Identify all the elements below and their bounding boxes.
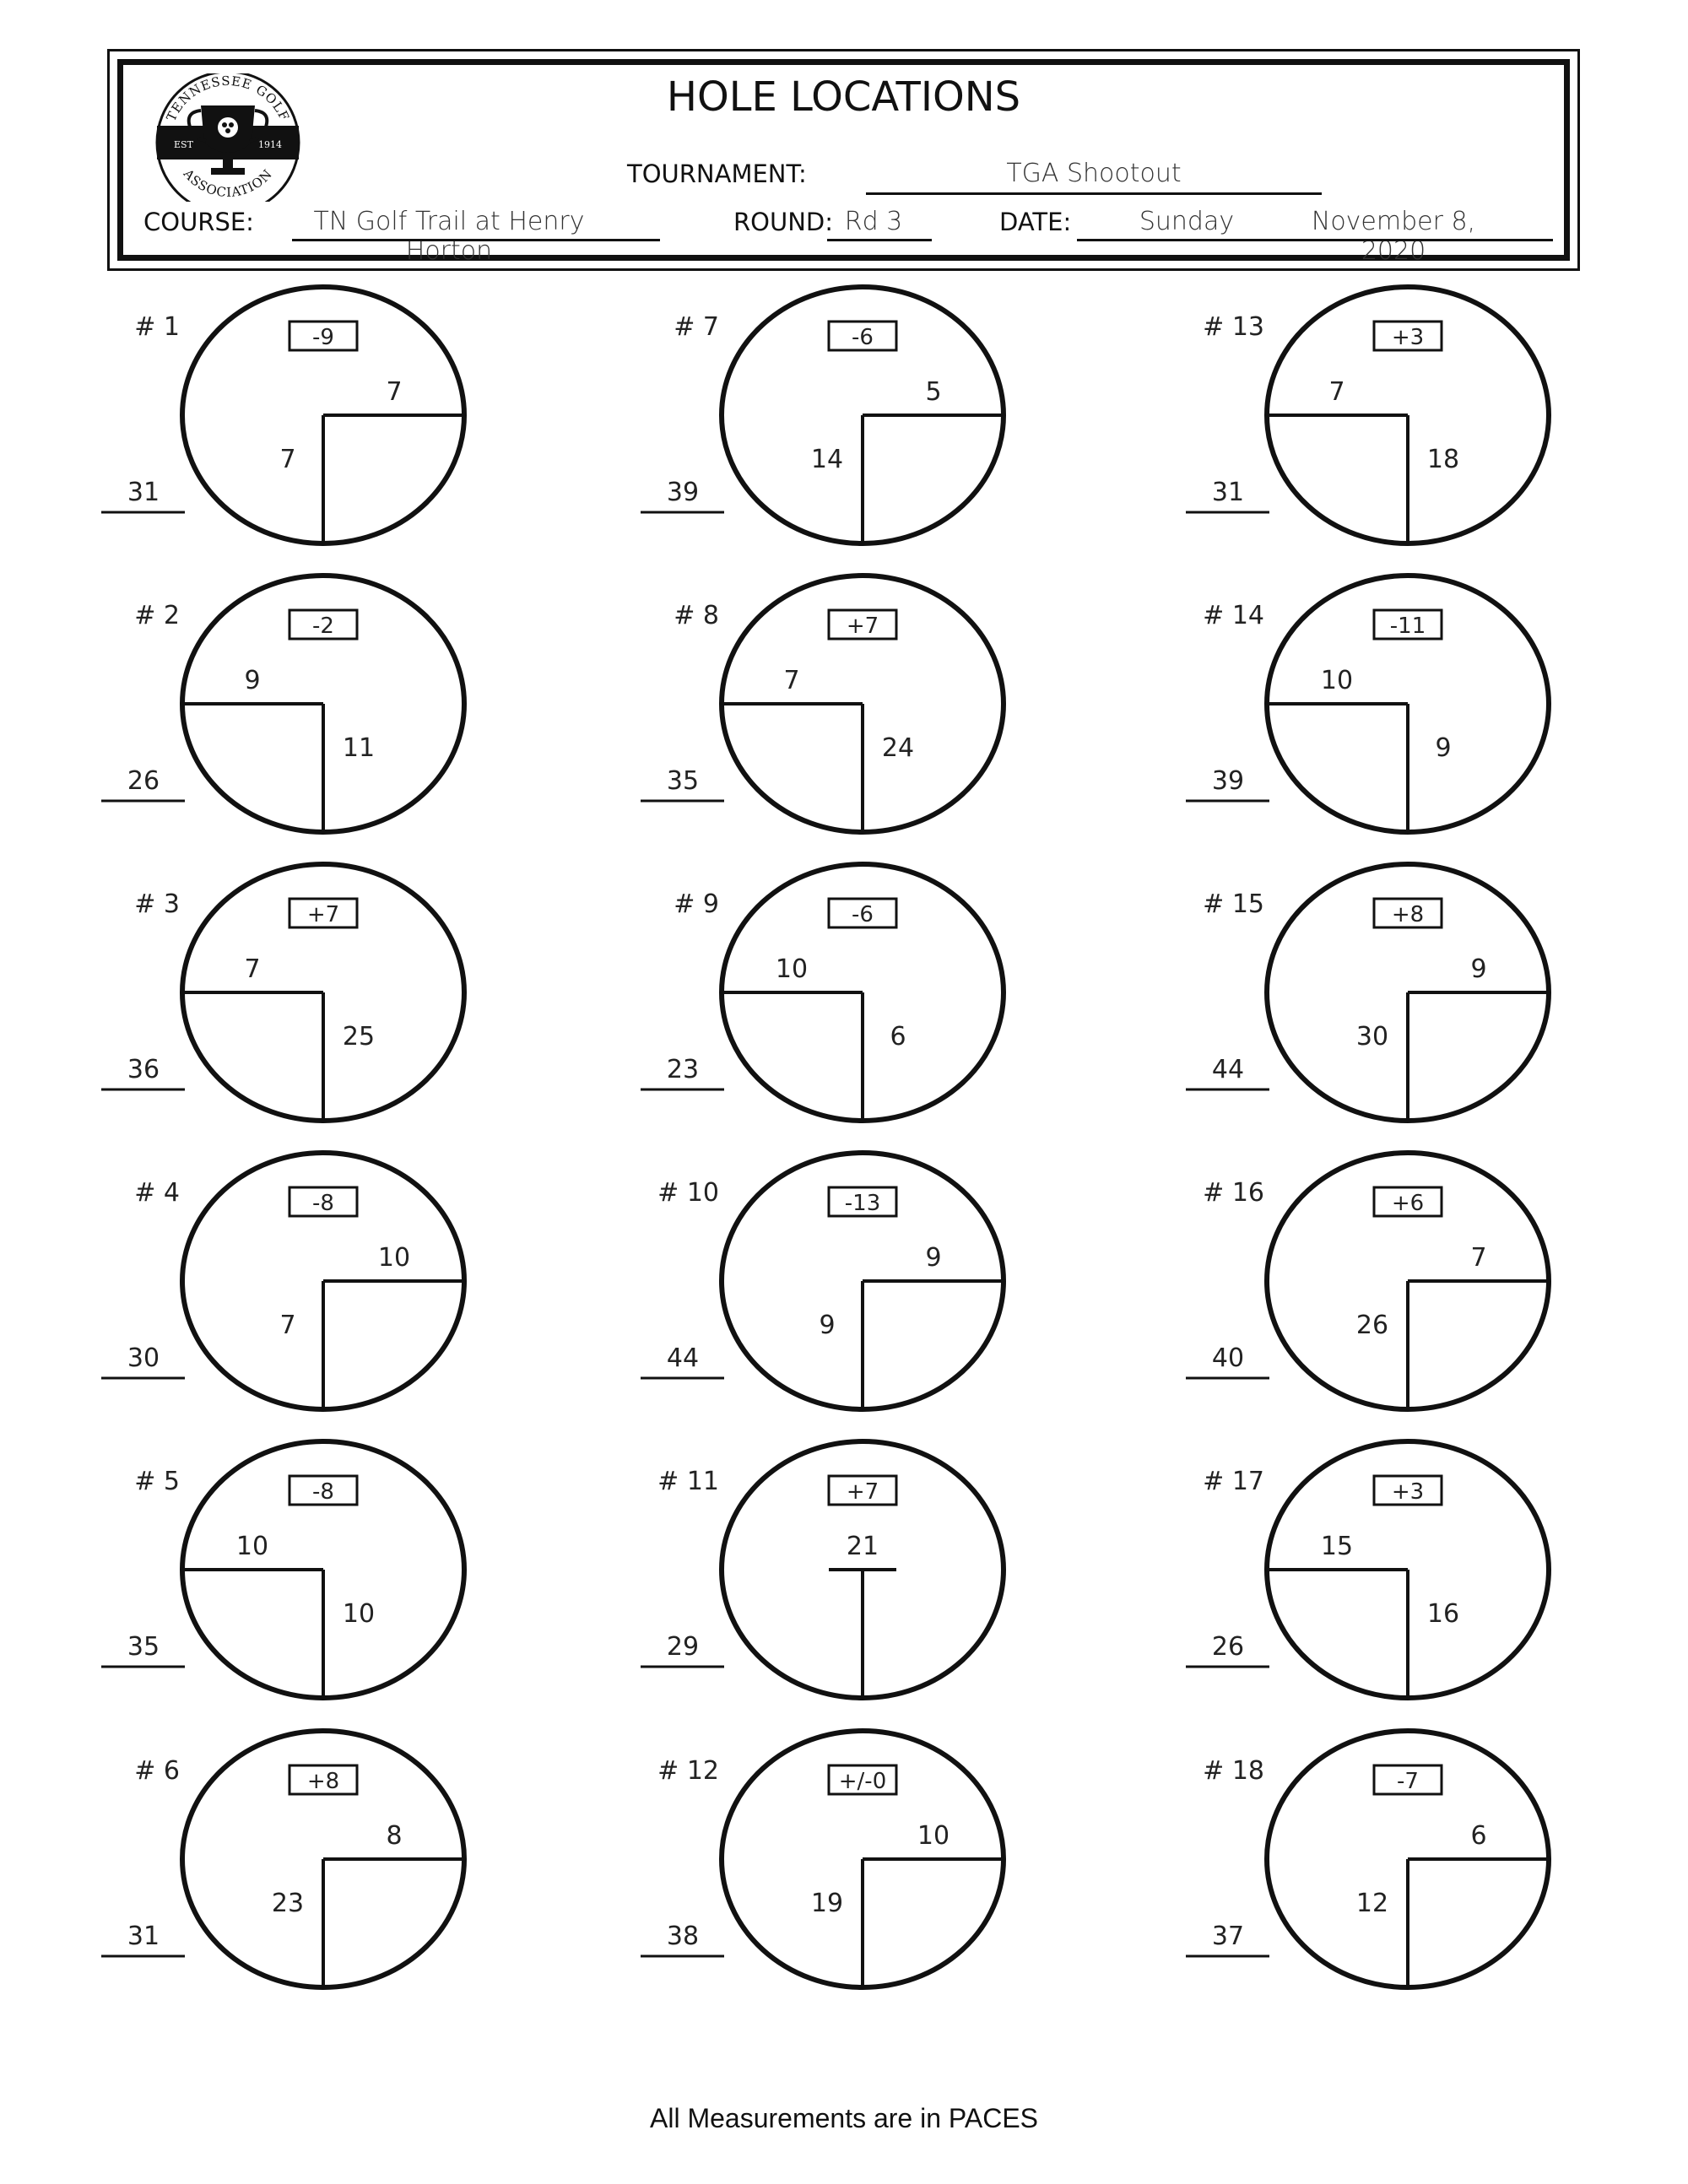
pin-measure-1: 6 bbox=[1470, 1821, 1487, 1851]
adjustment-value: +7 bbox=[846, 614, 879, 639]
adjustment-value: +7 bbox=[846, 1479, 879, 1505]
pin-measure-1: 9 bbox=[925, 1243, 942, 1273]
pin-measure-2: 7 bbox=[279, 1311, 296, 1340]
pin-measure-2: 12 bbox=[1355, 1889, 1389, 1918]
adjustment-value: +3 bbox=[1391, 325, 1425, 350]
hole-9 bbox=[641, 864, 1004, 1121]
adjustment-value: -9 bbox=[312, 325, 334, 350]
hole-17 bbox=[1186, 1441, 1549, 1698]
course-value: TN Golf Trail at Henry Horton bbox=[313, 207, 585, 266]
depth-value: 44 bbox=[666, 1343, 700, 1373]
hole-12 bbox=[641, 1731, 1004, 1987]
adjustment-value: -6 bbox=[852, 902, 874, 927]
adjustment-value: -8 bbox=[312, 1479, 334, 1505]
hole-8 bbox=[641, 576, 1004, 832]
adjustment-value: -11 bbox=[1389, 614, 1426, 639]
logo-est: EST bbox=[174, 139, 193, 150]
pin-measure-1: 7 bbox=[783, 666, 800, 695]
depth-value: 30 bbox=[127, 1343, 160, 1373]
pin-measure-2: 11 bbox=[342, 733, 376, 763]
hole-number: # 3 bbox=[134, 889, 180, 919]
pin-measure-1: 21 bbox=[846, 1532, 879, 1561]
hole-18 bbox=[1186, 1731, 1549, 1987]
depth-value: 29 bbox=[666, 1632, 700, 1662]
adjustment-value: -13 bbox=[844, 1191, 881, 1216]
adjustment-value: +/-0 bbox=[838, 1769, 887, 1794]
logo-bottom-text: ASSOCIATION bbox=[180, 165, 276, 201]
depth-value: 44 bbox=[1211, 1055, 1245, 1084]
depth-value: 23 bbox=[666, 1055, 700, 1084]
depth-value: 31 bbox=[127, 1922, 160, 1951]
hole-number: # 17 bbox=[1203, 1467, 1264, 1496]
hole-3 bbox=[101, 864, 464, 1121]
pin-measure-2: 14 bbox=[810, 445, 844, 474]
adjustment-value: +8 bbox=[1391, 902, 1425, 927]
depth-value: 36 bbox=[127, 1055, 160, 1084]
pin-measure-2: 26 bbox=[1355, 1311, 1389, 1340]
hole-13 bbox=[1186, 287, 1549, 543]
adjustment-value: +3 bbox=[1391, 1479, 1425, 1505]
pin-measure-1: 10 bbox=[917, 1821, 950, 1851]
date-label: DATE: bbox=[999, 208, 1072, 236]
pin-measure-1: 10 bbox=[377, 1243, 411, 1273]
pin-measure-2: 24 bbox=[881, 733, 915, 763]
hole-16 bbox=[1186, 1153, 1549, 1409]
date-value: November 8, 2020 bbox=[1311, 207, 1476, 266]
depth-value: 40 bbox=[1211, 1343, 1245, 1373]
round-value: Rd 3 bbox=[844, 207, 903, 236]
pin-measure-2: 23 bbox=[271, 1889, 305, 1918]
pin-measure-1: 10 bbox=[775, 954, 809, 984]
hole-number: # 11 bbox=[657, 1467, 719, 1496]
pin-measure-1: 7 bbox=[244, 954, 261, 984]
hole-4 bbox=[101, 1153, 464, 1409]
hole-number: # 12 bbox=[657, 1756, 719, 1786]
pin-measure-2: 19 bbox=[810, 1889, 844, 1918]
hole-number: # 8 bbox=[674, 601, 719, 630]
date-day: Sunday bbox=[1139, 207, 1235, 236]
pin-measure-1: 10 bbox=[1320, 666, 1354, 695]
hole-6 bbox=[101, 1731, 464, 1987]
pin-measure-1: 9 bbox=[1470, 954, 1487, 984]
hole-number: # 15 bbox=[1203, 889, 1264, 919]
hole-number: # 5 bbox=[134, 1467, 180, 1496]
course-label: COURSE: bbox=[143, 208, 254, 236]
page-title: HOLE LOCATIONS bbox=[666, 73, 1021, 121]
hole-number: # 14 bbox=[1203, 601, 1264, 630]
adjustment-value: +6 bbox=[1391, 1191, 1425, 1216]
pin-measure-1: 15 bbox=[1320, 1532, 1354, 1561]
pin-measure-1: 5 bbox=[925, 377, 942, 407]
hole-7 bbox=[641, 287, 1004, 543]
adjustment-value: -2 bbox=[312, 614, 334, 639]
pin-measure-2: 18 bbox=[1426, 445, 1460, 474]
pin-measure-2: 30 bbox=[1355, 1022, 1389, 1051]
pin-measure-1: 9 bbox=[244, 666, 261, 695]
depth-value: 31 bbox=[127, 478, 160, 507]
depth-value: 26 bbox=[1211, 1632, 1245, 1662]
logo-year: 1914 bbox=[258, 139, 282, 150]
pin-measure-1: 7 bbox=[1328, 377, 1345, 407]
pin-measure-2: 9 bbox=[1435, 733, 1452, 763]
hole-15 bbox=[1186, 864, 1549, 1121]
tournament-label: TOURNAMENT: bbox=[627, 159, 807, 188]
depth-value: 39 bbox=[666, 478, 700, 507]
logo-top-text: TENNESSEE GOLF bbox=[163, 73, 293, 124]
hole-1 bbox=[101, 287, 464, 543]
pin-measure-1: 8 bbox=[386, 1821, 403, 1851]
hole-number: # 4 bbox=[134, 1178, 180, 1208]
pin-measure-2: 10 bbox=[342, 1599, 376, 1629]
depth-value: 38 bbox=[666, 1922, 700, 1951]
depth-value: 37 bbox=[1211, 1922, 1245, 1951]
hole-number: # 2 bbox=[134, 601, 180, 630]
pin-measure-1: 7 bbox=[1470, 1243, 1487, 1273]
adjustment-value: -7 bbox=[1397, 1769, 1419, 1794]
hole-14 bbox=[1186, 576, 1549, 832]
hole-10 bbox=[641, 1153, 1004, 1409]
hole-number: # 1 bbox=[134, 312, 180, 342]
pin-measure-2: 7 bbox=[279, 445, 296, 474]
hole-number: # 6 bbox=[134, 1756, 180, 1786]
pin-measure-2: 25 bbox=[342, 1022, 376, 1051]
hole-number: # 7 bbox=[674, 312, 719, 342]
tournament-value: TGA Shootout bbox=[1006, 159, 1182, 188]
depth-value: 39 bbox=[1211, 766, 1245, 796]
adjustment-value: +8 bbox=[306, 1769, 340, 1794]
pin-measure-1: 10 bbox=[235, 1532, 269, 1561]
round-label: ROUND: bbox=[733, 208, 833, 236]
hole-5 bbox=[101, 1441, 464, 1698]
pin-measure-2: 6 bbox=[890, 1022, 906, 1051]
hole-number: # 16 bbox=[1203, 1178, 1264, 1208]
adjustment-value: -8 bbox=[312, 1191, 334, 1216]
measurements-note: All Measurements are in PACES bbox=[649, 2103, 1039, 2133]
adjustment-value: -6 bbox=[852, 325, 874, 350]
depth-value: 31 bbox=[1211, 478, 1245, 507]
adjustment-value: +7 bbox=[306, 902, 340, 927]
hole-number: # 18 bbox=[1203, 1756, 1264, 1786]
hole-number: # 10 bbox=[657, 1178, 719, 1208]
pin-measure-2: 9 bbox=[819, 1311, 836, 1340]
pin-measure-2: 16 bbox=[1426, 1599, 1460, 1629]
pin-measure-1: 7 bbox=[386, 377, 403, 407]
depth-value: 35 bbox=[666, 766, 700, 796]
hole-2 bbox=[101, 576, 464, 832]
depth-value: 26 bbox=[127, 766, 160, 796]
hole-number: # 9 bbox=[674, 889, 719, 919]
depth-value: 35 bbox=[127, 1632, 160, 1662]
hole-11 bbox=[641, 1441, 1004, 1698]
hole-number: # 13 bbox=[1203, 312, 1264, 342]
